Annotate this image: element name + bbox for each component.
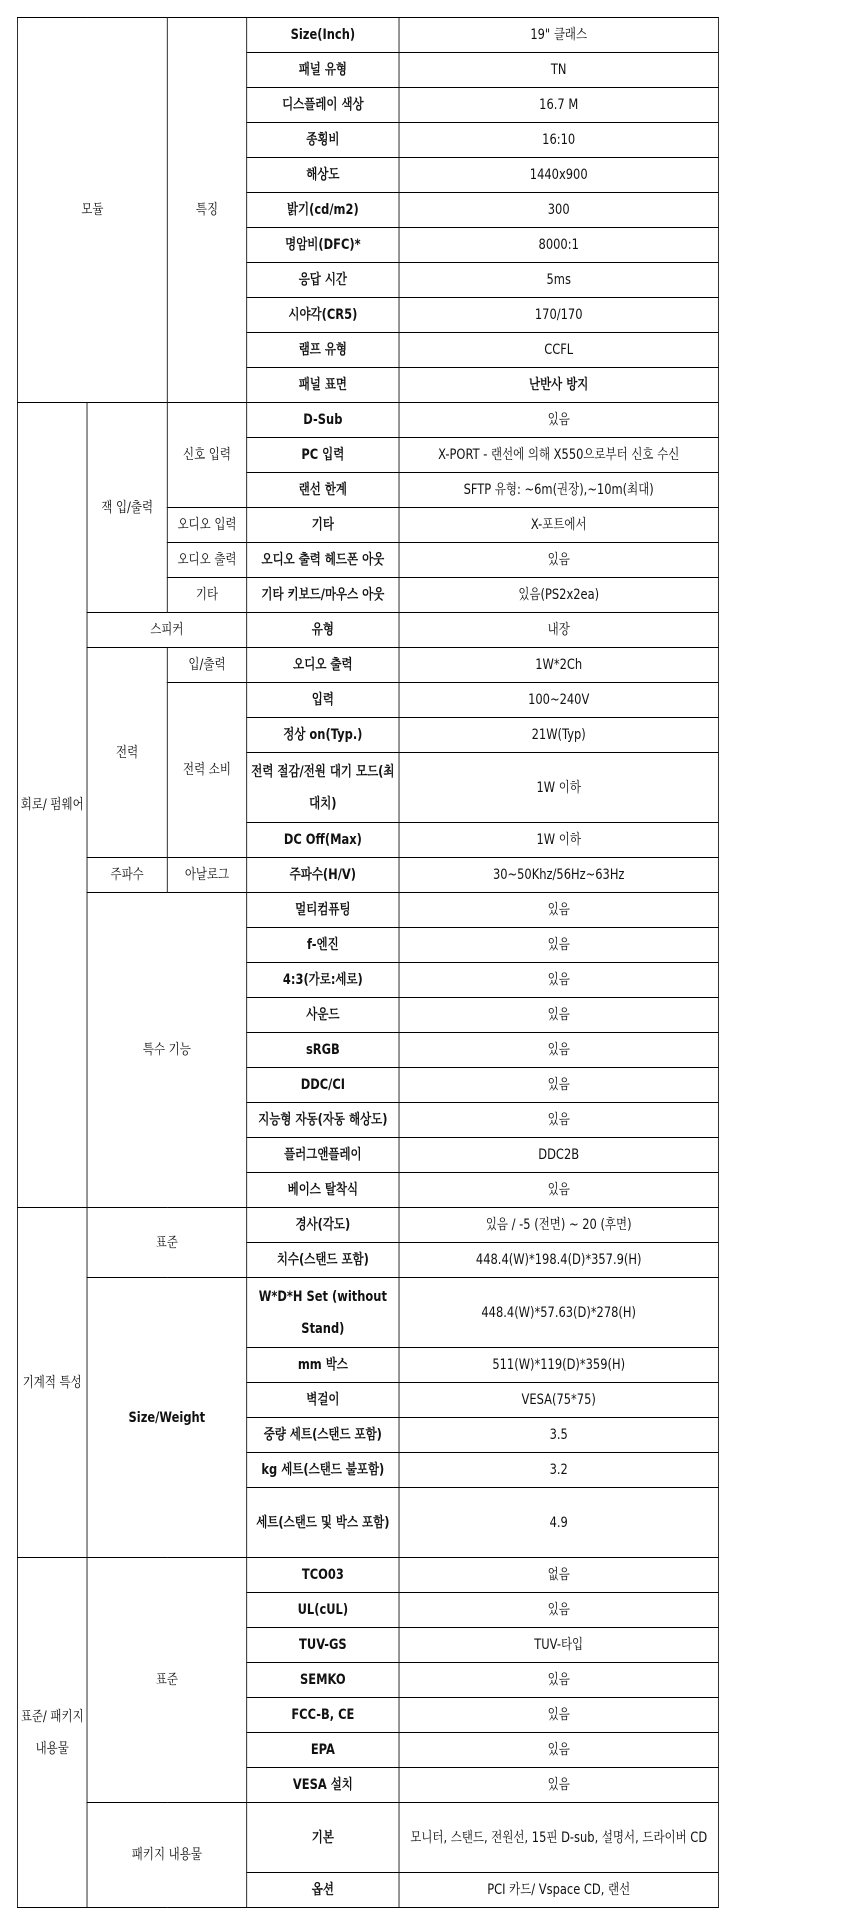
spec-key: FCC-B, CE	[247, 1698, 399, 1733]
spec-key: PC 입력	[247, 438, 399, 473]
spec-key: 입력	[247, 683, 399, 718]
spec-value: 16:10	[399, 123, 718, 158]
spec-value: 있음	[399, 543, 718, 578]
spec-key: TCO03	[247, 1558, 399, 1593]
power-consumption-label: 전력 소비	[167, 683, 246, 858]
spec-key: 기타	[247, 508, 399, 543]
mech-standard-label: 표준	[87, 1208, 247, 1278]
spec-key: 중량 세트(스탠드 포함)	[247, 1418, 399, 1453]
spec-key: 베이스 탈착식	[247, 1173, 399, 1208]
spec-value: 있음	[399, 963, 718, 998]
spec-value: 있음	[399, 998, 718, 1033]
spec-key: UL(cUL)	[247, 1593, 399, 1628]
spec-key: DC Off(Max)	[247, 823, 399, 858]
spec-key: DDC/CI	[247, 1068, 399, 1103]
spec-value: 1W 이하	[399, 823, 718, 858]
spec-key: 종횡비	[247, 123, 399, 158]
spec-key: 옵션	[247, 1873, 399, 1908]
spec-value: 있음	[399, 1173, 718, 1208]
spec-key: 기타 키보드/마우스 아웃	[247, 578, 399, 613]
spec-key: 시야각(CR5)	[247, 298, 399, 333]
spec-key: f-엔진	[247, 928, 399, 963]
spec-table	[17, 17, 719, 1908]
spec-value: 있음 / -5 (전면) ~ 20 (후면)	[399, 1208, 718, 1243]
spec-value: 100~240V	[399, 683, 718, 718]
spec-key: 오디오 출력	[247, 648, 399, 683]
power-label: 전력	[87, 648, 167, 858]
spec-key: 지능형 자동(자동 해상도)	[247, 1103, 399, 1138]
spec-value: 4.9	[399, 1488, 718, 1558]
spec-key: 명암비(DFC)*	[247, 228, 399, 263]
spec-key: 디스플레이 색상	[247, 88, 399, 123]
spec-value: DDC2B	[399, 1138, 718, 1173]
spec-key: Size(Inch)	[247, 18, 399, 53]
spec-key: TUV-GS	[247, 1628, 399, 1663]
frequency-label: 주파수	[87, 858, 167, 893]
spec-value: 있음(PS2x2ea)	[399, 578, 718, 613]
power-io-label: 입/출력	[167, 648, 246, 683]
spec-value: 있음	[399, 1033, 718, 1068]
section-mechanical-label: 기계적 특성	[17, 1208, 87, 1558]
spec-value: 448.4(W)*57.63(D)*278(H)	[399, 1278, 718, 1348]
spec-key: 경사(각도)	[247, 1208, 399, 1243]
spec-value: 3.2	[399, 1453, 718, 1488]
spec-value: CCFL	[399, 333, 718, 368]
spec-value: 있음	[399, 1103, 718, 1138]
spec-value: 19" 클래스	[399, 18, 718, 53]
section-circuit-label: 회로/ 펌웨어	[17, 403, 87, 1208]
package-contents-label: 패키지 내용물	[87, 1803, 247, 1908]
signal-input-label: 신호 입력	[167, 403, 246, 508]
section-module-label: 모듈	[17, 18, 167, 403]
spec-key: 세트(스탠드 및 박스 포함)	[247, 1488, 399, 1558]
spec-key: sRGB	[247, 1033, 399, 1068]
spec-value: 난반사 방지	[399, 368, 718, 403]
spec-value: 모니터, 스탠드, 전원선, 15핀 D-sub, 설명서, 드라이버 CD	[399, 1803, 718, 1873]
jack-io-label: 잭 입/출력	[87, 403, 167, 613]
spec-key: 사운드	[247, 998, 399, 1033]
audio-output-label: 오디오 출력	[167, 543, 246, 578]
spec-key: SEMKO	[247, 1663, 399, 1698]
spec-value: 있음	[399, 893, 718, 928]
spec-value: X-포트에서	[399, 508, 718, 543]
spec-key: 벽걸이	[247, 1383, 399, 1418]
spec-key: 유형	[247, 613, 399, 648]
spec-key: 해상도	[247, 158, 399, 193]
etc-label: 기타	[167, 578, 246, 613]
spec-value: 1W*2Ch	[399, 648, 718, 683]
spec-key: W*D*H Set (without Stand)	[247, 1278, 399, 1348]
spec-value: 16.7 M	[399, 88, 718, 123]
spec-key: 플러그앤플레이	[247, 1138, 399, 1173]
size-weight-label: Size/Weight	[87, 1278, 247, 1558]
spec-key: 램프 유형	[247, 333, 399, 368]
spec-value: 1440x900	[399, 158, 718, 193]
spec-key: 전력 절감/전원 대기 모드(최대치)	[247, 753, 399, 823]
spec-key: 밝기(cd/m2)	[247, 193, 399, 228]
spec-value: 있음	[399, 1698, 718, 1733]
spec-value: VESA(75*75)	[399, 1383, 718, 1418]
spec-value: 있음	[399, 1068, 718, 1103]
spec-key: kg 세트(스탠드 불포함)	[247, 1453, 399, 1488]
spec-key: 응답 시간	[247, 263, 399, 298]
spec-value: 5ms	[399, 263, 718, 298]
spec-value: 170/170	[399, 298, 718, 333]
spec-value: 30~50Khz/56Hz~63Hz	[399, 858, 718, 893]
spec-value: 있음	[399, 1593, 718, 1628]
spec-value: 511(W)*119(D)*359(H)	[399, 1348, 718, 1383]
spec-value: 있음	[399, 1768, 718, 1803]
spec-key: VESA 설치	[247, 1768, 399, 1803]
audio-input-label: 오디오 입력	[167, 508, 246, 543]
feature-label: 특징	[167, 18, 246, 403]
spec-value: 있음	[399, 1663, 718, 1698]
spec-key: 기본	[247, 1803, 399, 1873]
spec-value: TUV-타입	[399, 1628, 718, 1663]
spec-value: 3.5	[399, 1418, 718, 1453]
spec-key: 4:3(가로:세로)	[247, 963, 399, 998]
spec-value: 300	[399, 193, 718, 228]
special-features-label: 특수 기능	[87, 893, 247, 1208]
spec-value: 21W(Typ)	[399, 718, 718, 753]
spec-key: 멀티컴퓨팅	[247, 893, 399, 928]
speaker-label: 스피커	[87, 613, 247, 648]
spec-key: 패널 유형	[247, 53, 399, 88]
spec-key: mm 박스	[247, 1348, 399, 1383]
spec-value: TN	[399, 53, 718, 88]
spec-key: 정상 on(Typ.)	[247, 718, 399, 753]
spec-key: 패널 표면	[247, 368, 399, 403]
spec-key: 랜선 한계	[247, 473, 399, 508]
spec-key: EPA	[247, 1733, 399, 1768]
spec-value: 8000:1	[399, 228, 718, 263]
spec-value: 있음	[399, 1733, 718, 1768]
std-standard-label: 표준	[87, 1558, 247, 1803]
spec-value: 448.4(W)*198.4(D)*357.9(H)	[399, 1243, 718, 1278]
spec-key: D-Sub	[247, 403, 399, 438]
spec-value: 있음	[399, 928, 718, 963]
spec-value: X-PORT - 랜선에 의해 X550으로부터 신호 수신	[399, 438, 718, 473]
spec-value: 1W 이하	[399, 753, 718, 823]
spec-value: PCI 카드/ Vspace CD, 랜선	[399, 1873, 718, 1908]
spec-value: 내장	[399, 613, 718, 648]
analog-label: 아날로그	[167, 858, 246, 893]
spec-key: 주파수(H/V)	[247, 858, 399, 893]
spec-key: 오디오 출력 헤드폰 아웃	[247, 543, 399, 578]
section-standards-package-label: 표준/ 패키지 내용물	[17, 1558, 87, 1908]
spec-value: 있음	[399, 403, 718, 438]
spec-value: SFTP 유형: ~6m(권장),~10m(최대)	[399, 473, 718, 508]
spec-key: 치수(스탠드 포함)	[247, 1243, 399, 1278]
spec-value: 없음	[399, 1558, 718, 1593]
